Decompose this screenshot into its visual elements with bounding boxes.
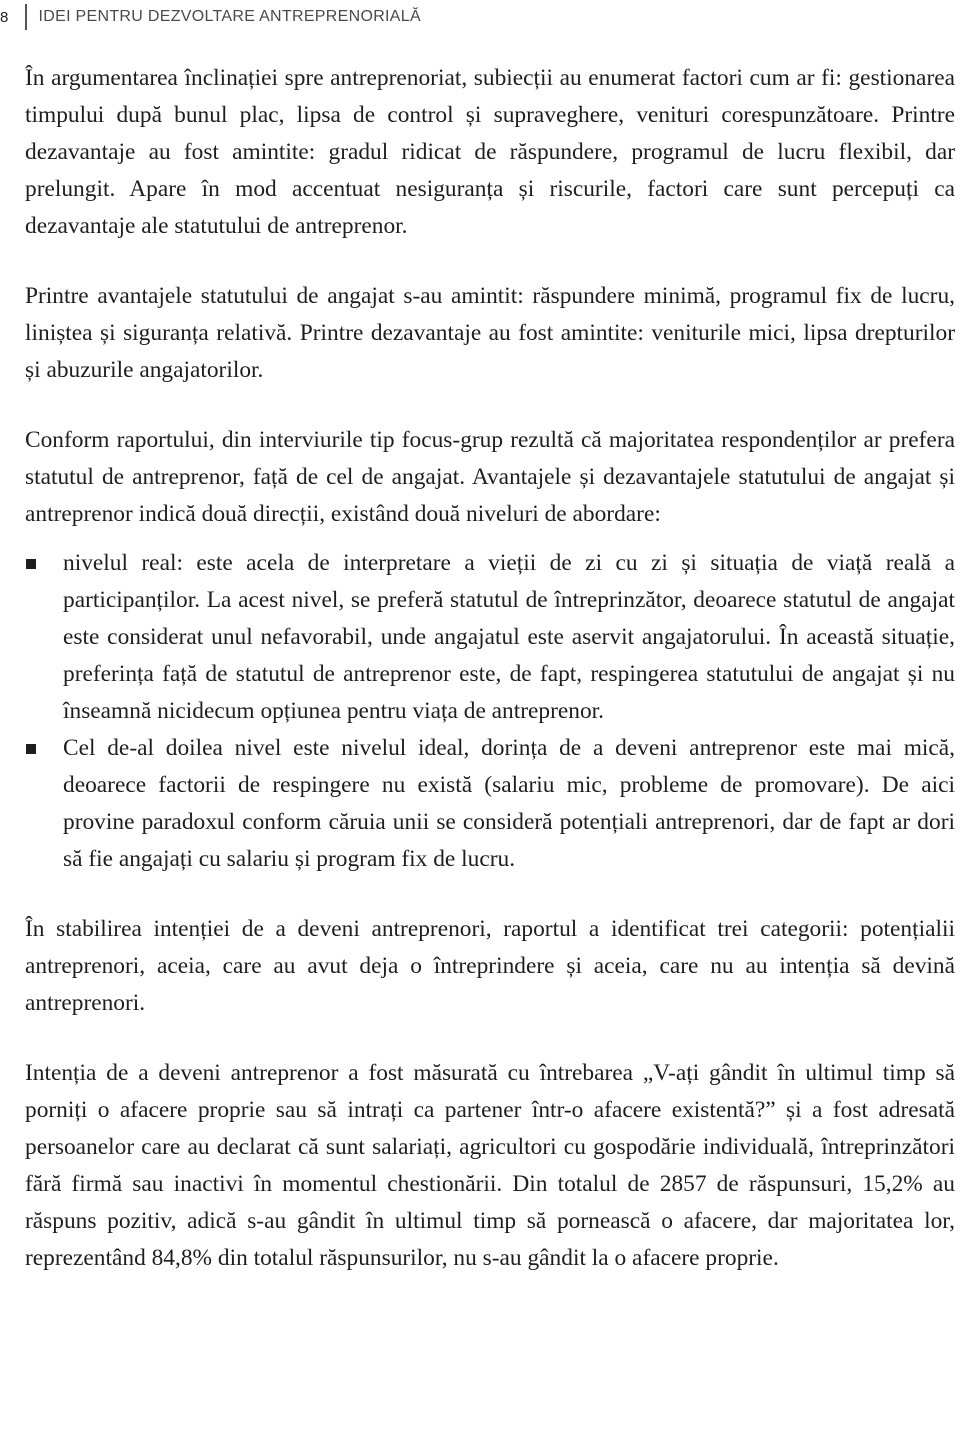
list-item-text: Cel de-al doilea nivel este nivelul ideal, dorința de a deveni antreprenor este mai mică, deoarece factorii de respingere nu există (salariu mic, probleme de promovare). De aici provine paradoxul conform căruia unii se consideră potențiali antreprenori, dar de fapt ar dori să fie angajați cu salariu și program fix de lucru.: [63, 735, 955, 872]
header-divider: [25, 4, 27, 30]
paragraph-employee-advantages: Printre avantajele statutului de angajat s-au amintit: răspundere minimă, programul fix de lucru, liniștea și siguranța relativă. Printre dezavantaje au fost amintite: veniturile mici, lipsa drepturilor și abuzurile angajatorilor.: [25, 283, 955, 383]
paragraph-focus-group-report: Conform raportului, din interviurile tip focus-grup rezultă că majoritatea respondenților ar prefera statutul de antreprenor, față de cel de angajat. Avantajele și dezavantajele statutului de angajat și antreprenor indică două direcții, existând două niveluri de abordare:: [25, 427, 955, 527]
page-header: [0, 5, 421, 29]
square-bullet-icon: [26, 744, 36, 754]
square-bullet-icon: [26, 559, 36, 569]
running-title: IDEI PENTRU DEZVOLTARE ANTREPRENORIALĂ: [38, 8, 421, 25]
page-number: 8: [0, 8, 9, 26]
page-body: [25, 60, 955, 1310]
approach-levels-list: [25, 545, 955, 878]
list-item-ideal-level: [25, 730, 955, 878]
paragraph-entrepreneurship-factors: În argumentarea înclinației spre antreprenoriat, subiecții au enumerat factori cum ar fi: gestionarea timpului după bunul plac, lipsa de control și supraveghere, venituri corespunzătoare. Printre dezavantaje au fost amintite: gradul ridicat de răspundere, programul de lucru flexibil, dar prelungit. Apare în mod accentuat nesiguranța și riscurile, factori care sunt percepuți ca dezavantaje ale statutului de antreprenor.: [25, 65, 955, 239]
list-item-real-level: [25, 545, 955, 730]
paragraph-intention-categories: În stabilirea intenției de a deveni antreprenori, raportul a identificat trei categorii: potențialii antreprenori, aceia, care au avut deja o întreprindere și aceia, care nu au intenția să devină antreprenori.: [25, 916, 955, 1016]
paragraph-intention-measurement: Intenția de a deveni antreprenor a fost măsurată cu întrebarea „V-ați gândit în ultimul timp să porniți o afacere proprie sau să intrați ca partener într-o afacere existentă?” și a fost adresată persoanelor care au declarat că sunt salariați, agricultori cu gospodărie individuală, întreprinzători fără firmă sau inactivi în momentul chestionării. Din totalul de 2857 de răspunsuri, 15,2% au răspuns pozitiv, adică s-au gândit în ultimul timp să pornească o afacere, dar majoritatea lor, reprezentând 84,8% din totalul răspunsurilor, nu s-au gândit la o afacere proprie.: [25, 1060, 955, 1271]
list-item-text: nivelul real: este acela de interpretare a vieții de zi cu zi și situația de viață reală a participanților. La acest nivel, se preferă statutul de întreprinzător, deoarece statutul de angajat este considerat unul nefavorabil, unde angajatul este aservit angajatorului. În această situație, preferința față de statutul de antreprenor este, de fapt, respingerea statutului de angajat și nu înseamnă nicidecum opțiunea pentru viața de antreprenor.: [63, 550, 955, 724]
